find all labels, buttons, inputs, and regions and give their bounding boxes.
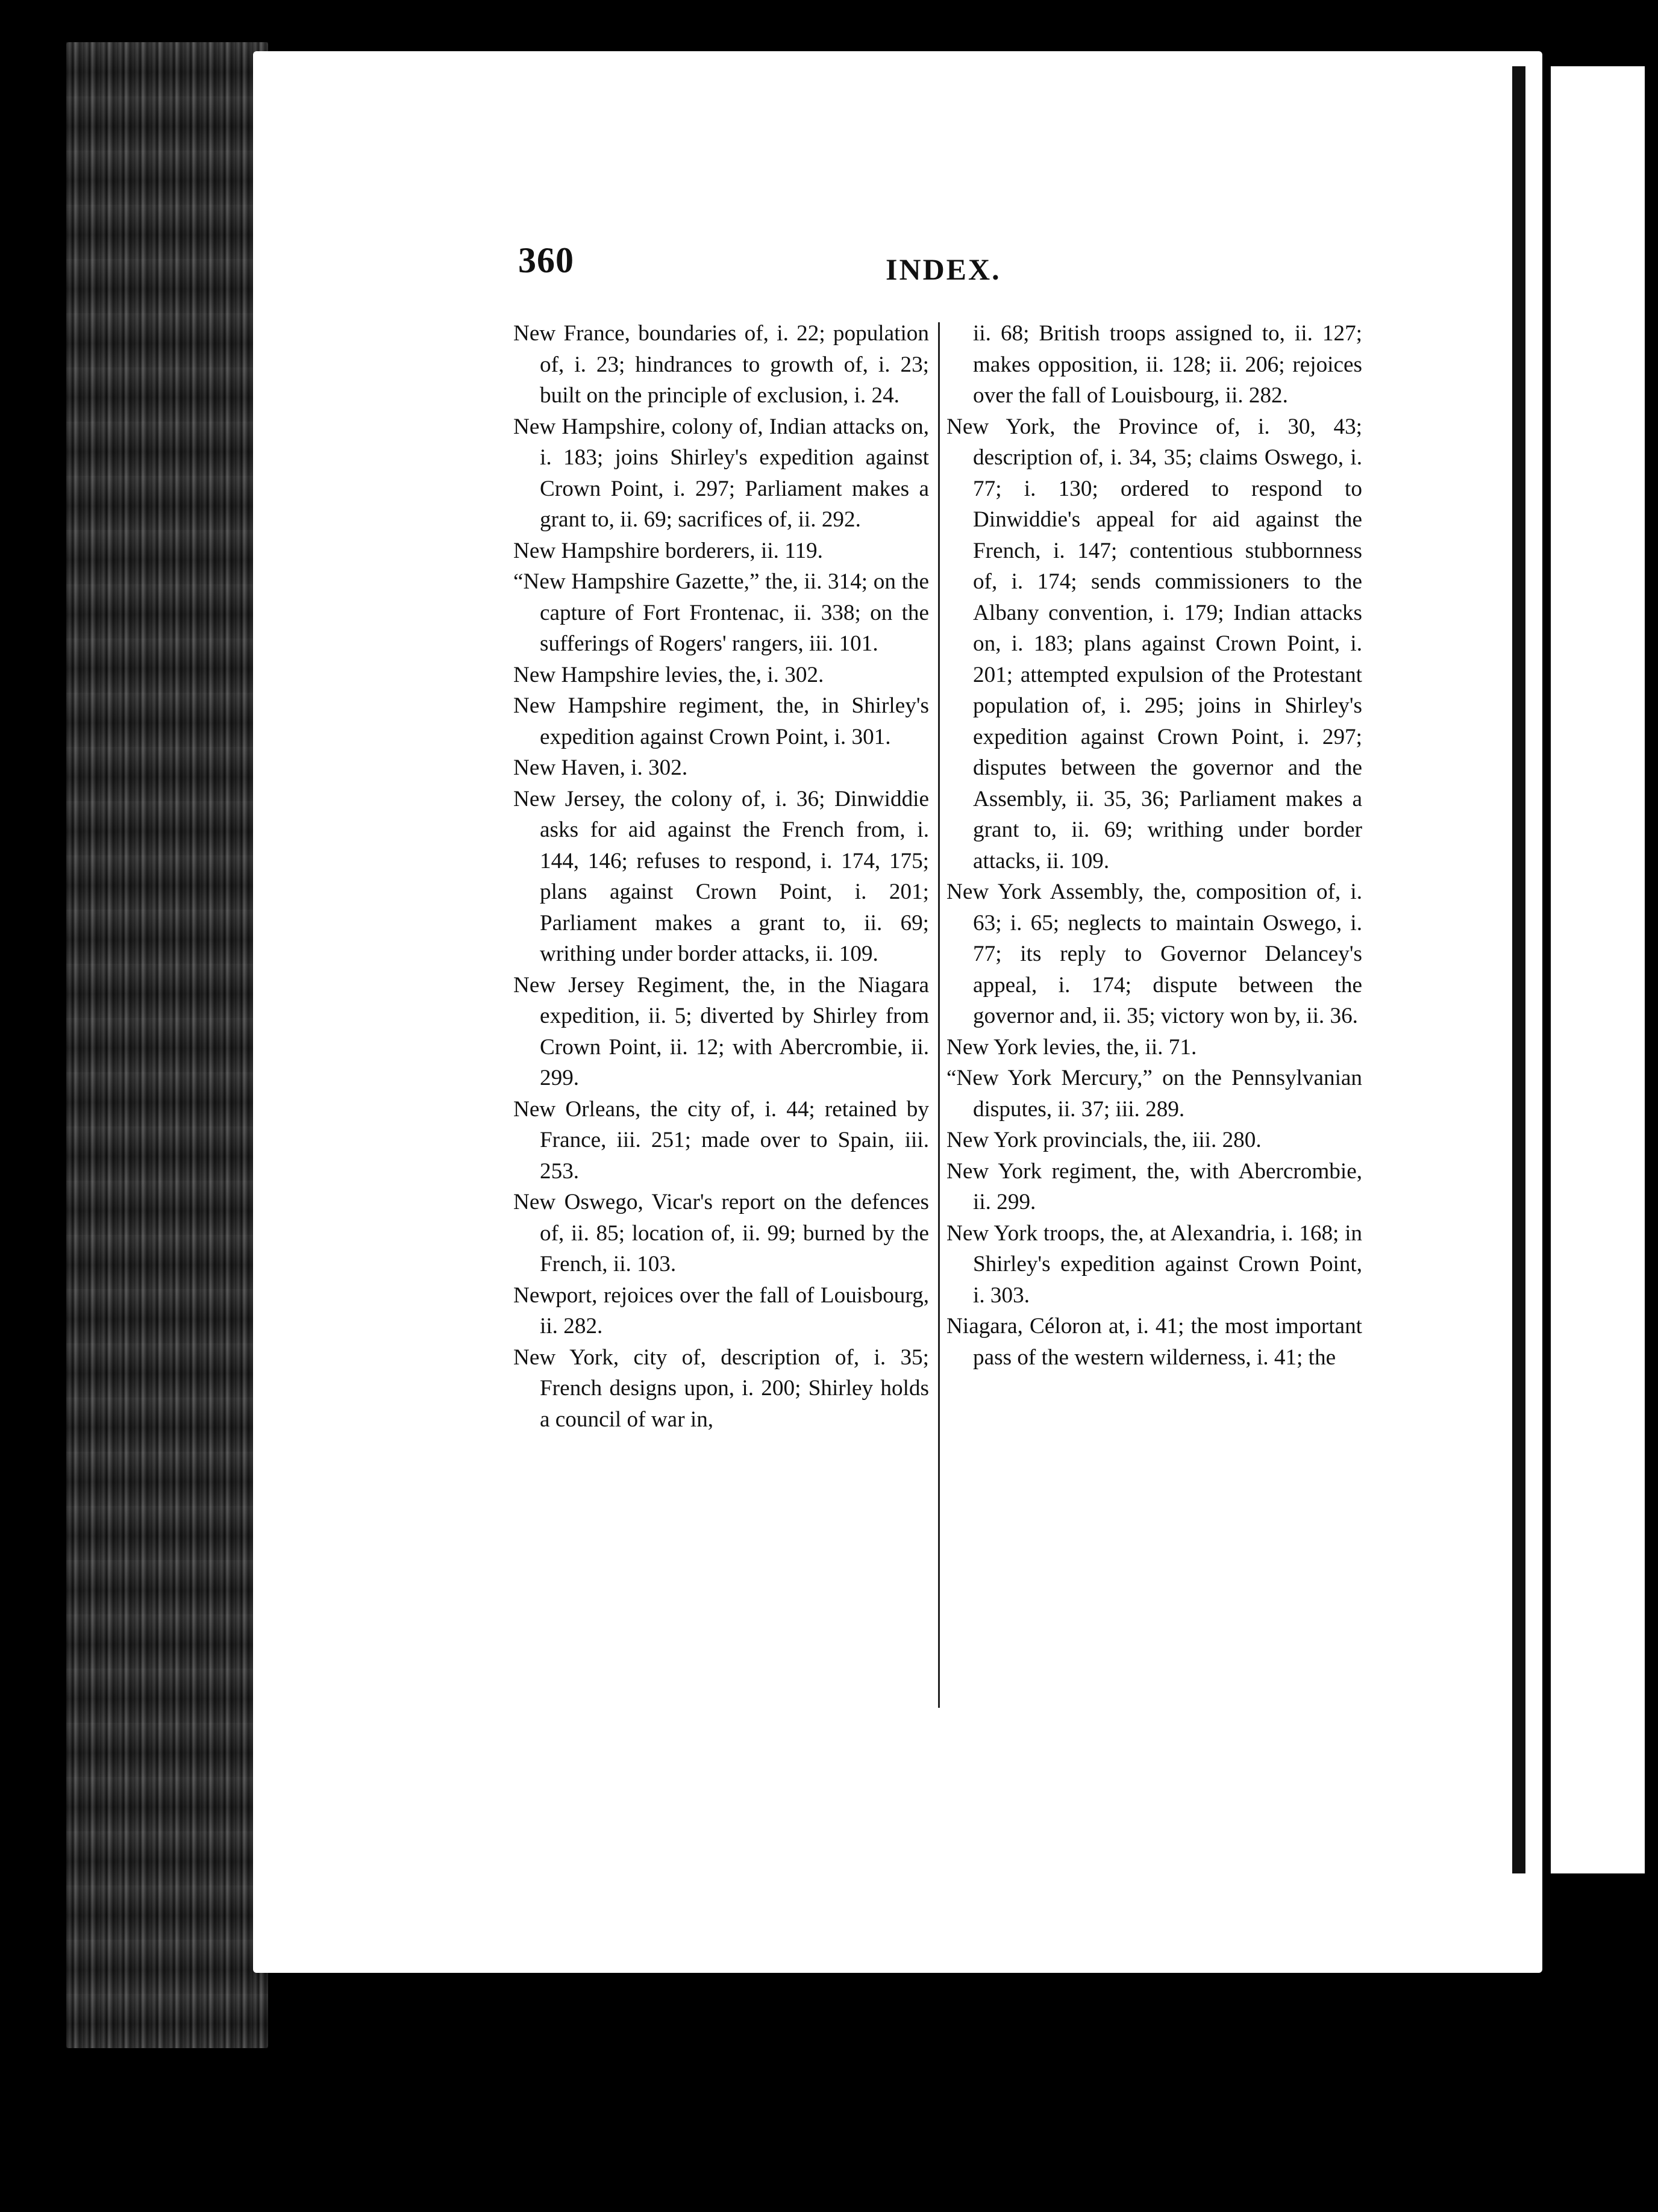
index-entry: New York regiment, the, with Abercrombie, ii. 299.	[946, 1158, 1362, 1214]
index-entry: New France, boundaries of, i. 22; population of, i. 23; hindrances to growth of, i. 23; built on the principle of exclusion, i. 24.	[513, 321, 929, 408]
index-entry: New York, the Province of, i. 30, 43; description of, i. 34, 35; claims Oswego, i. 77; i. 130; ordered to respond to Dinwiddie's appeal for aid against the French, i. 147; contentious stubbornness of, i. 174; sends commissioners to the Albany convention, i. 179; Indian attacks on, i. 183; plans against Crown Point, i. 201; attempted expulsion of the Protestant population of, i. 295; joins in Shirley's expedition against Crown Point, i. 297; disputes between the governor and the Assembly, ii. 35, 36; Parliament makes a grant to, ii. 69; writhing under border attacks, ii. 109.	[946, 414, 1362, 873]
index-entry: New Jersey, the colony of, i. 36; Dinwiddie asks for aid against the French from, i. 144, 146; refuses to respond, i. 174, 175; plans against Crown Point, i. 201; Parliament makes a grant to, ii. 69; writhing under border attacks, ii. 109.	[513, 786, 929, 966]
index-entry: New York provincials, the, iii. 280.	[946, 1128, 1262, 1152]
running-head: INDEX.	[886, 252, 1001, 286]
index-entry: New Jersey Regiment, the, in the Niagara expedition, ii. 5; diverted by Shirley from Crown Point, ii. 12; with Abercrombie, ii. 299.	[513, 972, 929, 1090]
index-entry: Newport, rejoices over the fall of Louisbourg, ii. 282.	[513, 1283, 929, 1339]
book-edge	[66, 42, 268, 2048]
index-column-left	[513, 318, 929, 1435]
index-entry: New Haven, i. 302.	[513, 755, 688, 780]
page-gutter-bar	[1512, 66, 1525, 1873]
index-entry-continuation: ii. 68; British troops assigned to, ii. 127; makes opposition, ii. 128; ii. 206; rejoices over the fall of Louisbourg, ii. 282.	[973, 321, 1362, 408]
index-entry: “New York Mercury,” on the Pennsylvanian disputes, ii. 37; iii. 289.	[946, 1066, 1362, 1122]
page-number: 360	[518, 240, 574, 280]
next-page-strip	[1542, 66, 1645, 1873]
index-entry: “New Hampshire Gazette,” the, ii. 314; on the capture of Fort Frontenac, ii. 338; on the sufferings of Rogers' rangers, iii. 101.	[513, 569, 929, 656]
index-entry: New York levies, the, ii. 71.	[946, 1034, 1197, 1060]
index-entry: New York Assembly, the, composition of, i. 63; i. 65; neglects to maintain Oswego, i. 77; its reply to Governor Delancey's appeal, i. 174; dispute between the governor and, ii. 35; victory won by, ii. 36.	[946, 879, 1362, 1028]
index-entry: New Hampshire, colony of, Indian attacks on, i. 183; joins Shirley's expedition against Crown Point, i. 297; Parliament makes a grant to, ii. 69; sacrifices of, ii. 292.	[513, 414, 929, 532]
index-entry: New Oswego, Vicar's report on the defences of, ii. 85; location of, ii. 99; burned by the French, ii. 103.	[513, 1190, 929, 1276]
index-entry: New York troops, the, at Alexandria, i. 168; in Shirley's expedition against Crown Point, i. 303.	[946, 1220, 1362, 1308]
index-entry: New Hampshire levies, the, i. 302.	[513, 662, 824, 687]
index-entry: New Orleans, the city of, i. 44; retained by France, iii. 251; made over to Spain, iii. 253.	[513, 1096, 929, 1184]
index-entry: Niagara, Céloron at, i. 41; the most important pass of the western wilderness, i. 41; the	[946, 1314, 1362, 1370]
index-entry: New York, city of, description of, i. 35; French designs upon, i. 200; Shirley holds a council of war in,	[513, 1345, 929, 1432]
index-entry: New Hampshire regiment, the, in Shirley's expedition against Crown Point, i. 301.	[513, 693, 929, 749]
index-column-right	[946, 318, 1362, 1373]
index-entry: New Hampshire borderers, ii. 119.	[513, 538, 823, 563]
column-divider	[938, 322, 940, 1708]
